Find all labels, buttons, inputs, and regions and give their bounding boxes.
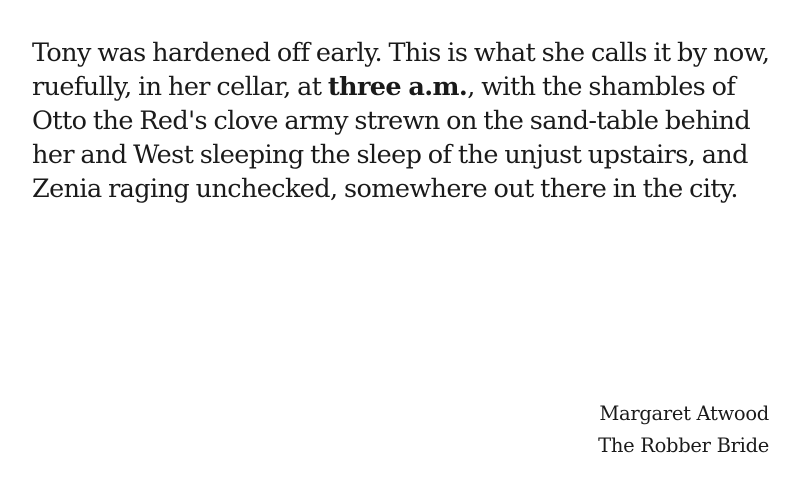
book-title: The Robber Bride	[598, 434, 769, 457]
quote-text-part-2: , with the shambles of Otto the Red's clove army strewn on the sand-table behind her and West sleeping the sleep of the unjust upstairs, and Zenia raging unchecked, somewhere out there in the city.	[32, 72, 751, 204]
quote-text	[32, 36, 777, 206]
author-name: Margaret Atwood	[599, 402, 769, 425]
quote-emphasis: three a.m.	[327, 72, 468, 102]
quote-text-part-1: Tony was hardened off early. This is what she calls it by now, ruefully, in her cellar, at	[32, 38, 770, 102]
attribution	[598, 398, 769, 462]
